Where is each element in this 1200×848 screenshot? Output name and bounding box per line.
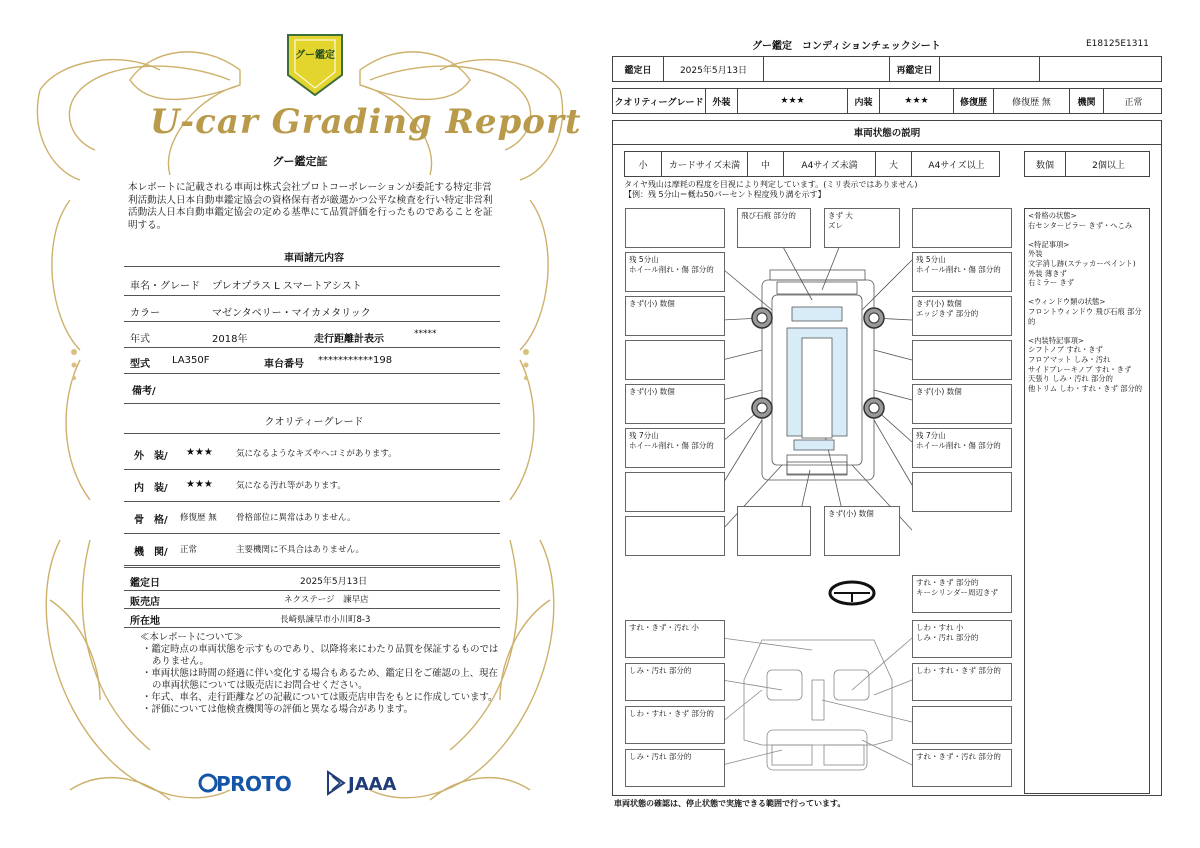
side-note-line: サイドブレーキノブ すれ・きず [1028, 364, 1132, 374]
interior-condition-label: しみ・汚れ 部分的 [625, 663, 725, 701]
grade-row [124, 438, 500, 470]
exterior-value: ★★★ [737, 89, 847, 113]
spec-row-model [124, 348, 500, 374]
grade-value: 正常 [180, 545, 198, 555]
grade-label: 外 装/ [134, 451, 168, 462]
spec-row-name [124, 268, 500, 296]
proto-logo: PROTO [216, 772, 292, 796]
side-note-line: 右ミラー きず [1028, 278, 1075, 288]
year-value: 2018年 [212, 334, 248, 345]
specs-heading: 車両諸元内容 [284, 253, 344, 264]
condition-heading: 車両状態の説明 [612, 120, 1162, 145]
side-note-line: <骨格の状態> [1028, 211, 1077, 220]
side-note-line: <ウィンドウ類の状態> [1028, 297, 1106, 307]
grade-row [124, 502, 500, 534]
mileage-value: ***** [414, 329, 437, 339]
name-label: 車名・グレード [130, 281, 200, 292]
interior-condition-label: すれ・きず・汚れ 小 [625, 620, 725, 658]
size-legend [624, 151, 1000, 177]
chassis-label: 車台番号 [264, 359, 304, 370]
tire-note-2: 【例：残 5分山＝概ね50パーセント程度残り溝を示す】 [624, 190, 826, 199]
jaaa-logo: JAAA [348, 774, 397, 795]
model-label: 型式 [130, 359, 150, 370]
exterior-condition-label: きず(小) 数個 エッジきず 部分的 [912, 296, 1012, 336]
side-note-line: シフトノブ すれ・きず [1028, 345, 1103, 355]
inspect-date-label: 鑑定日 [624, 65, 652, 76]
exterior-condition-label [625, 208, 725, 248]
exterior-condition-label: きず(小) 数個 [625, 384, 725, 424]
grade-comment: 主要機関に不具合はありません。 [236, 545, 365, 555]
size-small: 小 [638, 160, 648, 171]
side-notes-panel [1024, 208, 1150, 794]
notes-title: ≪本レポートについて≫ [140, 632, 243, 643]
count-desc: 2個以上 [1065, 152, 1151, 176]
repair-label: 修復歴 [953, 89, 993, 113]
note-item: ・車両状態は時間の経過に伴い変化する場合もあるため、鑑定日をご確認の上、現在の車両状態については販売店にお問合せください。 [142, 668, 498, 691]
interior-condition-label: しわ・すれ・きず 部分的 [625, 706, 725, 744]
side-note-line: フロアマット しみ・汚れ [1028, 354, 1111, 364]
side-note-line [1028, 230, 1146, 240]
address-row [124, 608, 500, 628]
exterior-label: 外装 [705, 89, 737, 113]
shop-label: 販売店 [130, 597, 160, 608]
exterior-condition-label: 飛び石痕 部分的 [737, 208, 811, 248]
model-value: LA350F [172, 355, 210, 366]
divider [124, 433, 500, 434]
side-note-line: フロントウィンドウ 飛び石痕 部分的 [1028, 306, 1142, 326]
interior-condition-label: しみ・汚れ 部分的 [625, 749, 725, 787]
side-note-line: <内装特記事項> [1028, 335, 1085, 345]
date-row [612, 56, 1162, 82]
shop-value: ネクステージ 諫早店 [284, 595, 369, 605]
engine-value: 正常 [1103, 89, 1163, 113]
blank-cell [1039, 57, 1163, 81]
badge-text: グー鑑定 [295, 50, 335, 61]
side-note-line: 外装 [1028, 249, 1043, 259]
grade-label: 機 関/ [134, 547, 168, 558]
interior-condition-label [912, 706, 1012, 744]
exterior-condition-label: 残 5分山 ホイール削れ・傷 部分的 [912, 252, 1012, 292]
date-value: 2025年5月13日 [300, 577, 368, 587]
proto-logo-icon [198, 772, 218, 794]
grade-label: 骨 格/ [134, 515, 168, 526]
exterior-condition-label [625, 516, 725, 556]
grade-comment: 気になる汚れ等があります。 [236, 481, 346, 491]
side-note-line: 外装 薄きず [1028, 268, 1067, 278]
color-value: マゼンタベリー・マイカメタリック [212, 308, 371, 319]
year-label: 年式 [130, 334, 150, 345]
address-value: 長崎県諫早市小川町8-3 [280, 615, 371, 625]
exterior-condition-label [737, 506, 811, 556]
shop-row [124, 589, 500, 609]
size-medium: 中 [747, 152, 783, 176]
exterior-condition-label: きず 大 ズレ [824, 208, 900, 248]
grade-comment: 骨格部位に異常はありません。 [236, 513, 356, 523]
condition-check-sheet [600, 0, 1200, 848]
remarks-label: 備考/ [132, 386, 156, 397]
note-item: ・年式、車名、走行距離などの記載については販売店申告をもとに作成しています。 [142, 692, 498, 703]
spec-row-year [124, 322, 500, 348]
side-note-line [1028, 288, 1146, 298]
blank-cell [763, 57, 889, 81]
side-note-line: 他トリム しわ・すれ・きず 部分的 [1028, 383, 1143, 393]
reinspect-label: 再鑑定日 [889, 57, 939, 81]
date-row [124, 567, 500, 591]
note-item: ・評価については他検査機関等の評価と異なる場合があります。 [142, 704, 413, 715]
mileage-label: 走行距離計表示 [314, 334, 384, 345]
exterior-condition-label: きず(小) 数個 [625, 296, 725, 336]
interior-condition-label: しわ・すれ・きず 部分的 [912, 663, 1012, 701]
grade-value: ★★★ [186, 447, 213, 458]
tire-note-1: タイヤ残山は摩耗の程度を目視により判定しています。(ミリ表示ではありません) [624, 180, 918, 189]
address-label: 所在地 [130, 616, 160, 627]
count-label: 数個 [1035, 160, 1054, 171]
grade-row [124, 470, 500, 502]
grade-value: 修復歴 無 [180, 513, 217, 523]
sheet-footer: 車両状態の確認は、停止状態で実施できる範囲で行っています。 [614, 799, 846, 808]
certificate-title: グー鑑定証 [272, 155, 328, 168]
exterior-condition-label: 残 7分山 ホイール削れ・傷 部分的 [625, 428, 725, 468]
interior-condition-label: しわ・すれ 小 しみ・汚れ 部分的 [912, 620, 1012, 658]
exterior-condition-label: 残 5分山 ホイール削れ・傷 部分的 [625, 252, 725, 292]
name-value: プレオプラス L スマートアシスト [212, 281, 362, 292]
exterior-condition-label: きず(小) 数個 [912, 384, 1012, 424]
divider [124, 266, 500, 267]
interior-condition-label: すれ・きず・汚れ 部分的 [912, 749, 1012, 787]
certificate-intro: 本レポートに記載される車両は株式会社プロトコーポレーションが委託する特定非営利活動法人日本自動車鑑定協会の資格保有者が厳選かつ公平な検査を行い特定非営利活動法人日本自動車鑑定協会の定める基準にて品質評価を行ったものであることを証明する。 [128, 182, 493, 231]
spec-row-remarks [124, 374, 500, 404]
exterior-condition-label [912, 472, 1012, 512]
exterior-condition-label [625, 340, 725, 380]
grade-value: ★★★ [186, 479, 213, 490]
exterior-condition-label [912, 340, 1012, 380]
quality-row [612, 88, 1162, 114]
side-note-line: 天張り しみ・汚れ 部分的 [1028, 374, 1113, 384]
color-label: カラー [130, 308, 160, 319]
jaaa-logo-icon [326, 770, 346, 796]
date-label: 鑑定日 [130, 578, 160, 589]
reinspect-value [939, 57, 1039, 81]
inspect-date-value: 2025年5月13日 [663, 57, 763, 81]
grade-comment: 気になるようなキズやヘコミがあります。 [236, 449, 397, 459]
sheet-title: グー鑑定 コンディションチェックシート [752, 41, 941, 52]
engine-label: 機関 [1069, 89, 1103, 113]
size-large-desc: A4サイズ以上 [911, 152, 1001, 176]
repair-value: 修復歴 無 [993, 89, 1069, 113]
grade-row [124, 534, 500, 566]
note-item: ・鑑定時点の車両状態を示すものであり、以降将来にわたり品質を保証するものではありません。 [142, 644, 499, 667]
side-note-line: 右センターピラー きず・へこみ [1028, 220, 1133, 230]
grade-heading: クオリティーグレード [264, 417, 364, 428]
count-legend [1024, 151, 1150, 177]
size-medium-desc: A4サイズ未満 [783, 152, 875, 176]
side-note-line: 文字消し跡(ステッカーペイント) [1028, 258, 1136, 268]
side-note-line [1028, 326, 1146, 336]
size-small-desc: カードサイズ未満 [661, 152, 747, 176]
exterior-condition-label [912, 208, 1012, 248]
goo-badge-icon [288, 35, 342, 95]
doc-id: E18125E1311 [1086, 39, 1149, 49]
chassis-value: ***********198 [318, 355, 393, 366]
script-title: U-car Grading Report [150, 102, 582, 142]
grade-label: 内 装/ [134, 483, 168, 494]
side-note-line: <特記事項> [1028, 239, 1070, 249]
exterior-condition-label [625, 472, 725, 512]
report-notes [140, 632, 500, 716]
size-large: 大 [875, 152, 911, 176]
interior-condition-label: すれ・きず 部分的 キーシリンダー周辺きず [912, 575, 1012, 613]
exterior-condition-label: 残 7分山 ホイール削れ・傷 部分的 [912, 428, 1012, 468]
steering-wheel-icon [830, 582, 874, 604]
exterior-condition-label: きず(小) 数個 [824, 506, 900, 556]
interior-label: 内装 [847, 89, 879, 113]
spec-row-color [124, 296, 500, 322]
quality-label: クオリティーグレード [614, 97, 704, 108]
interior-value: ★★★ [879, 89, 953, 113]
